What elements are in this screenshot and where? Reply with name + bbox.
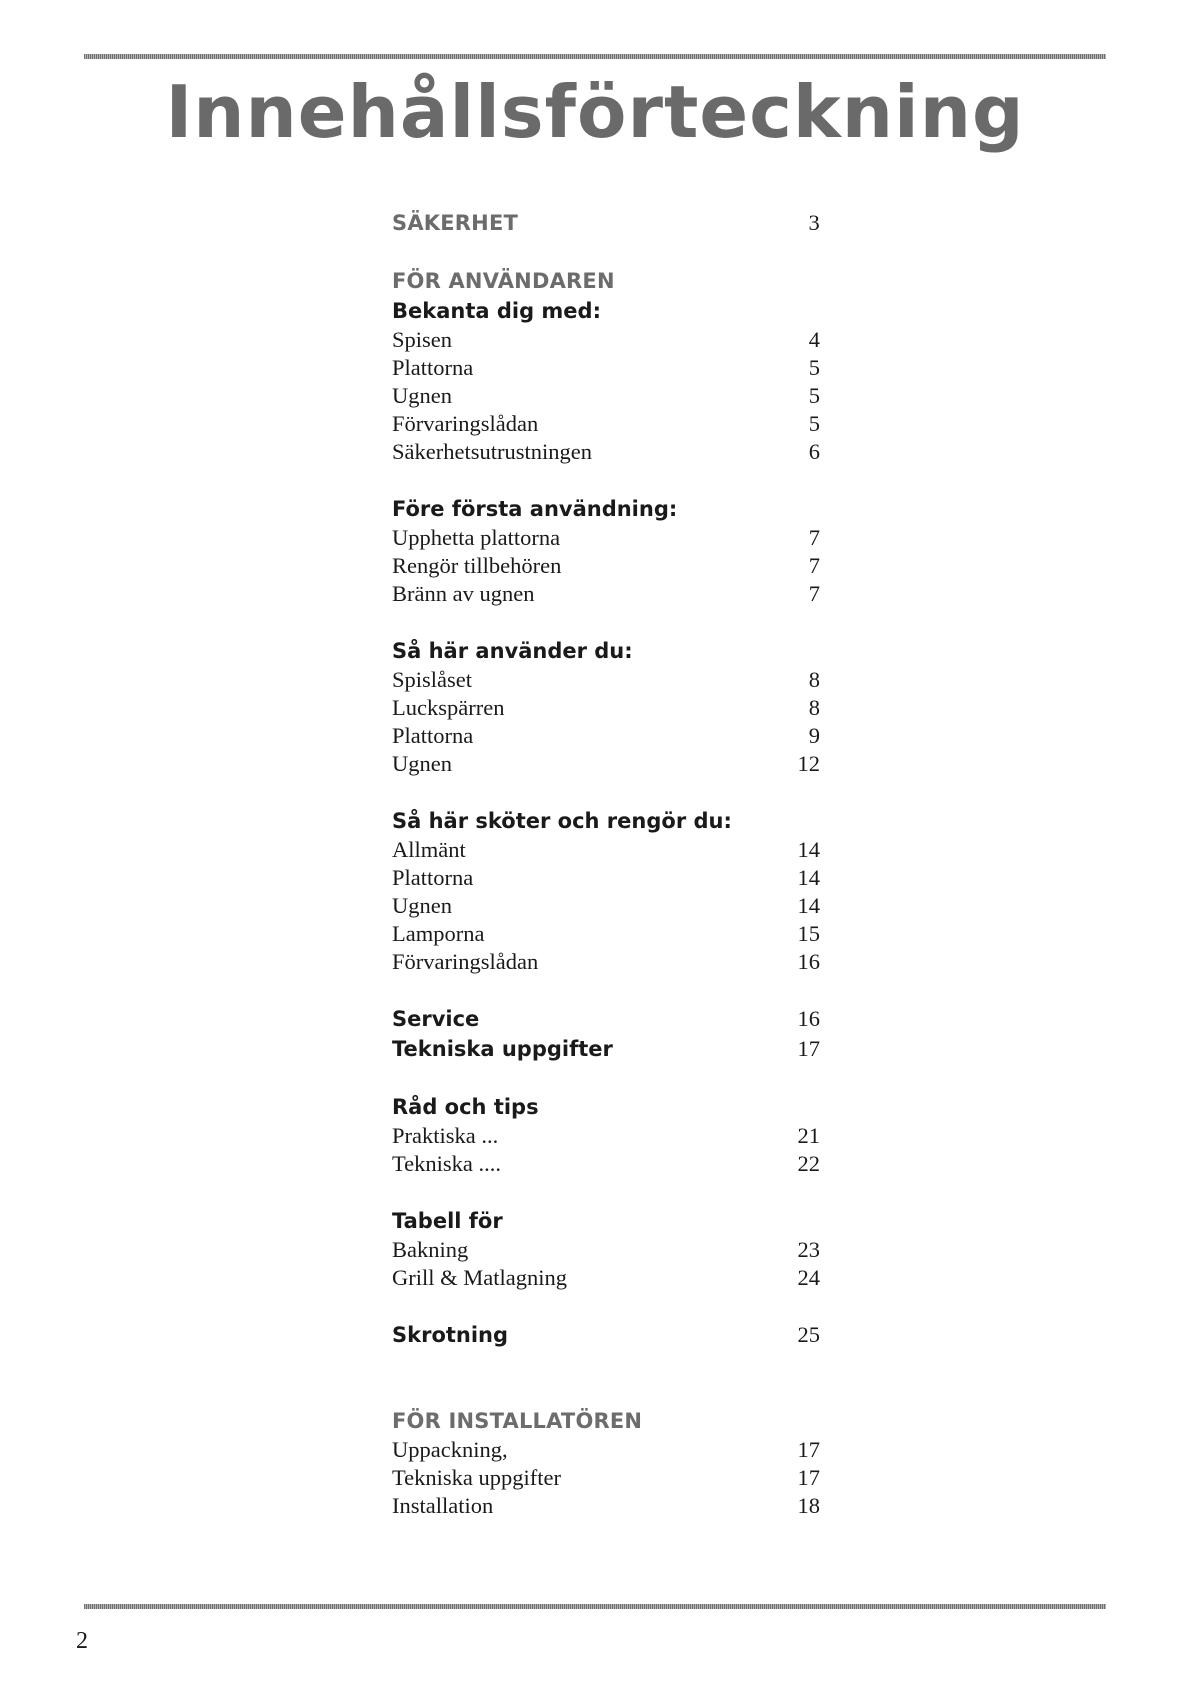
- toc-label: Ugnen: [392, 383, 452, 408]
- toc-entry[interactable]: [392, 354, 820, 382]
- subheading-tabell: Tabell för: [392, 1209, 503, 1233]
- toc-label: Allmänt: [392, 837, 466, 862]
- toc-page: 21: [797, 1123, 820, 1148]
- top-rule: [84, 54, 1106, 59]
- toc-page: 24: [797, 1265, 820, 1290]
- toc-label: Spisen: [392, 327, 453, 352]
- toc-page: 15: [797, 921, 820, 946]
- toc-page: 17: [797, 1437, 820, 1462]
- toc-page: 9: [808, 723, 820, 748]
- toc-entry[interactable]: [392, 1264, 820, 1292]
- toc-page: 4: [808, 327, 820, 352]
- toc-label: Ugnen: [392, 893, 452, 918]
- toc-entry[interactable]: [392, 948, 820, 976]
- toc-label: Uppackning,: [392, 1437, 508, 1462]
- toc-label: Service: [392, 1007, 480, 1031]
- toc-label: Förvaringslådan: [392, 949, 539, 974]
- toc-entry[interactable]: [392, 1122, 820, 1150]
- toc-entry[interactable]: [392, 1492, 820, 1520]
- toc-label: Luckspärren: [392, 695, 505, 720]
- subheading-bekanta: Bekanta dig med:: [392, 299, 601, 323]
- toc-label: Plattorna: [392, 355, 474, 380]
- toc-entry[interactable]: [392, 1464, 820, 1492]
- toc-label: Tekniska ....: [392, 1151, 502, 1176]
- toc-page: 8: [808, 695, 820, 720]
- toc-label: Tekniska uppgifter: [392, 1037, 613, 1061]
- toc-entry-skrotning[interactable]: [392, 1320, 820, 1350]
- toc-page: 5: [808, 383, 820, 408]
- toc-label: SÄKERHET: [392, 211, 519, 235]
- toc-page: 6: [808, 439, 820, 464]
- table-of-contents: [392, 208, 820, 1520]
- toc-entry[interactable]: [392, 580, 820, 608]
- toc-entry-service[interactable]: [392, 1004, 820, 1034]
- toc-entry[interactable]: [392, 864, 820, 892]
- toc-label: Upphetta plattorna: [392, 525, 561, 550]
- toc-page: 5: [808, 355, 820, 380]
- toc-entry[interactable]: [392, 1236, 820, 1264]
- subheading-skoter: Så här sköter och rengör du:: [392, 809, 732, 833]
- toc-page: 7: [808, 525, 820, 550]
- toc-entry[interactable]: [392, 920, 820, 948]
- toc-label: Tekniska uppgifter: [392, 1465, 562, 1490]
- toc-label: Ugnen: [392, 751, 452, 776]
- toc-label: Säkerhetsutrustningen: [392, 439, 592, 464]
- toc-page: 12: [797, 751, 820, 776]
- toc-label: Skrotning: [392, 1323, 509, 1347]
- toc-page: 14: [797, 865, 820, 890]
- subheading-rad: Råd och tips: [392, 1095, 539, 1119]
- toc-page: 23: [797, 1237, 820, 1262]
- toc-page: 16: [797, 1006, 820, 1031]
- toc-page: 14: [797, 837, 820, 862]
- toc-entry[interactable]: [392, 326, 820, 354]
- toc-page: 25: [797, 1322, 820, 1347]
- toc-entry-sakerhet[interactable]: [392, 208, 820, 238]
- toc-page: 17: [797, 1465, 820, 1490]
- toc-entry[interactable]: [392, 1150, 820, 1178]
- subheading-fore: Före första användning:: [392, 497, 678, 521]
- section-heading-for-installatoren: FÖR INSTALLATÖREN: [392, 1409, 643, 1433]
- toc-label: Installation: [392, 1493, 494, 1518]
- toc-entry[interactable]: [392, 750, 820, 778]
- toc-entry[interactable]: [392, 892, 820, 920]
- toc-label: Bakning: [392, 1237, 469, 1262]
- toc-entry[interactable]: [392, 552, 820, 580]
- toc-label: Praktiska ...: [392, 1123, 499, 1148]
- toc-page: 22: [797, 1151, 820, 1176]
- toc-entry-tekniska[interactable]: [392, 1034, 820, 1064]
- toc-entry[interactable]: [392, 666, 820, 694]
- toc-page: 3: [808, 210, 820, 235]
- toc-label: Bränn av ugnen: [392, 581, 535, 606]
- toc-page: 18: [797, 1493, 820, 1518]
- bottom-rule: [84, 1604, 1106, 1609]
- toc-page: 5: [808, 411, 820, 436]
- section-heading-for-anvandaren: FÖR ANVÄNDAREN: [392, 269, 615, 293]
- toc-page: 16: [797, 949, 820, 974]
- toc-label: Spislåset: [392, 667, 473, 692]
- toc-entry[interactable]: [392, 722, 820, 750]
- toc-page: 7: [808, 553, 820, 578]
- toc-label: Lamporna: [392, 921, 485, 946]
- toc-page: 14: [797, 893, 820, 918]
- toc-label: Förvaringslådan: [392, 411, 539, 436]
- subheading-anvander: Så här använder du:: [392, 639, 633, 663]
- page-title: Innehållsförteckning: [165, 70, 1025, 154]
- toc-page: 8: [808, 667, 820, 692]
- toc-label: Grill & Matlagning: [392, 1265, 567, 1290]
- toc-entry[interactable]: [392, 1436, 820, 1464]
- page-number: 2: [76, 1628, 88, 1654]
- toc-entry[interactable]: [392, 410, 820, 438]
- toc-entry[interactable]: [392, 524, 820, 552]
- toc-label: Rengör tillbehören: [392, 553, 562, 578]
- toc-label: Plattorna: [392, 723, 474, 748]
- toc-entry[interactable]: [392, 836, 820, 864]
- toc-page: 7: [808, 581, 820, 606]
- toc-entry[interactable]: [392, 382, 820, 410]
- toc-entry[interactable]: [392, 694, 820, 722]
- toc-entry[interactable]: [392, 438, 820, 466]
- toc-page: 17: [797, 1036, 820, 1061]
- toc-label: Plattorna: [392, 865, 474, 890]
